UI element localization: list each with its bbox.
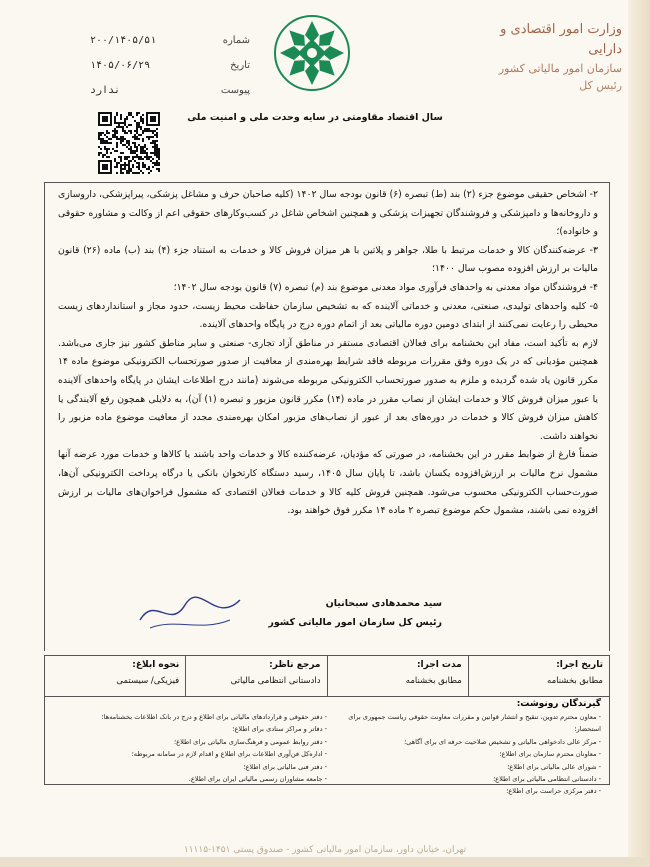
organization-emblem-icon [272, 13, 352, 93]
letterhead-organization: سازمان امور مالیاتی کشور [498, 62, 622, 75]
body-paragraph: ۲- اشخاص حقیقی موضوع جزء (۲) بند (ط) تبصره (۶) قانون بودجه سال ۱۴۰۲ (کلیه صاحبان حرف و مشاغل پزشکی، پیراپزشکی، داروسازی و داروخانه‌ها و دامپزشکی و فروشندگان تجهیزات پزشکی و همچنین اشخاص شاغل در کسب‌وکارهای حقوقی اعم از وکالت و مشاوره حقوقی و خانواده)؛ [58, 189, 599, 238]
qr-code-icon [98, 112, 160, 174]
info-value: مطابق بخشنامه [547, 676, 603, 686]
letterhead [472, 20, 622, 94]
footer-address: تهران، خیابان داور، سازمان امور مالیاتی کشور - صندوق پستی ۱۴۵۱-۱۱۱۱۵ [183, 845, 467, 855]
info-cell-supervisor [185, 656, 326, 696]
signatory-title: رئیس کل سازمان امور مالیاتی کشور [268, 617, 442, 628]
signature-block [142, 598, 442, 628]
slogan: سال اقتصاد مقاومتی در سایه وحدت ملی و امنیت ملی [187, 112, 443, 123]
letterhead-ministry: وزارت امور اقتصادی و دارایی [500, 22, 622, 57]
recipient-item: - دفاتر و مراکز ستادی برای اطلاع؛ [232, 725, 327, 734]
info-label: مرجع ناظر: [269, 660, 321, 670]
body-paragraph: لازم به تأکید است، مفاد این بخشنامه برای فعالان اقتصادی مستقر در مناطق آزاد تجاری- صنعتی و سایر مناطق کشور نیز جاری می‌باشد. همچنین مؤدیانی که در یک دوره وفق مقررات مربوطه فاقد شرایط بهره‌مندی از معافیت از صدور صورتحساب الکترونیکی موضوع ماده ۱۴ مکرر قانون یاد شده گردیده و ملزم به صدور صورتحساب الکترونیکی مربوطه می‌شوند (مانند درج اطلاعات ایشان در پایگاه واحدهای آلاینده یا عبور میزان فروش کالا و خدمات ایشان از نصاب مقرر در ماده (۱۴) مکرر قانون مزبور و تبصره (۱) آن)، به دلایلی همچون رفع آلایندگی یا کاهش میزان فروش کالا و خدمات در دوره‌های بعد از عبور از نصاب‌های مزبور امکان بهره‌مندی مجدد از معافیت موضوع ماده مزبور را نخواهند داشت. [58, 337, 599, 442]
meta-attachment-label: پیوست [220, 85, 250, 96]
meta-number-row [90, 28, 250, 53]
info-label: نحوه ابلاغ: [132, 660, 180, 670]
recipient-item: - دفتر فنی مالیاتی برای اطلاع؛ [243, 762, 327, 771]
letter-meta [90, 28, 250, 103]
execution-info-row [45, 656, 609, 697]
recipient-item: - اداره‌کل فن‌آوری اطلاعات برای اطلاع و اقدام لازم در سامانه مربوطه؛ [131, 750, 327, 759]
info-value: مطابق بخشنامه [405, 676, 462, 686]
meta-attachment-value: ندارد [90, 85, 121, 96]
recipient-item: - دادستانی انتظامی مالیاتی برای اطلاع؛ [493, 775, 601, 784]
meta-number-label: شماره [222, 35, 250, 46]
info-cell-delivery [45, 656, 185, 696]
body-paragraph: ۳- عرضه‌کنندگان کالا و خدمات مرتبط با طلا، جواهر و پلاتین با هر میزان فروش کالا و خدمات به استناد جزء (۴) بند (ب) ماده (۲۶) قانون مالیات بر ارزش افزوده مصوب سال ۱۴۰۰؛ [58, 244, 598, 275]
info-cell-execution-date [468, 656, 609, 696]
page-edge-right [628, 0, 650, 867]
recipient-item: - شورای عالی مالیاتی برای اطلاع؛ [507, 762, 601, 771]
signatory-name: سید محمدهادی سبحانیان [325, 598, 442, 609]
meta-number-value: ۲۰۰/۱۴۰۵/۵۱ [90, 35, 157, 46]
info-cell-duration [327, 656, 468, 696]
meta-date-value: ۱۴۰۵/۰۶/۲۹ [90, 60, 151, 71]
recipient-item: - مرکز عالی دادخواهی مالیاتی و تشخیص صلاحیت حرفه ای برای آگاهی؛ [404, 737, 601, 746]
info-value: دادستانی انتظامی مالیاتی [230, 676, 321, 686]
recipients-title: گیرندگان رونوشت: [516, 699, 601, 709]
body-paragraph: ضمناً فارغ از ضوابط مقرر در این بخشنامه، در صورتی که مؤدیان، عرضه‌کننده کالا و خدمات واحد باشند یا کالاها و خدمات مورد عرضه آنها مشمول نرخ مالیات بر ارزش‌افزوده یکسان باشد، تا پایان سال ۱۴۰۵، رسید دستگاه کارتخوان بانکی یا درگاه پرداخت الکترونیکی آن‌ها، صورت‌حساب الکترونیکی محسوب می‌شود. همچنین فروش کلیه کالا و خدمات فعالان اقتصادی که مشمول فراخوان‌های مالیات بر ارزش افزوده نمی باشند، مشمول حکم موضوع تبصره ۲ ماده ۱۴ مکرر فوق خواهند بود. [58, 449, 599, 517]
info-label: مدت اجرا: [416, 660, 462, 670]
recipient-item: - معاونان محترم سازمان برای اطلاع؛ [499, 750, 601, 759]
letter-body [58, 186, 598, 521]
recipient-item: - دفتر روابط عمومی و فرهنگ‌سازی مالیاتی برای اطلاع؛ [174, 737, 327, 746]
body-paragraph: ۵- کلیه واحدهای تولیدی، صنعتی، معدنی و خدماتی آلاینده که به تشخیص سازمان حفاظت محیط زیست، حدود مجاز و استانداردهای زیست محیطی را رعایت نمی‌کنند از ابتدای دومین دوره مالیاتی بعد از اتمام دوره درج در پایگاه واحدهای آلاینده. [58, 300, 598, 331]
recipient-item: - معاون محترم تدوین، تنقیح و انتشار قوانین و مقررات معاونت حقوقی ریاست جمهوری برای استحضار؛ [348, 713, 601, 734]
letterhead-office: رئیس کل [579, 79, 622, 92]
recipient-item: - دفتر حقوقی و قراردادهای مالیاتی برای اطلاع و درج در بانک اطلاعات بخشنامه‌ها؛ [101, 713, 327, 721]
meta-date-label: تاریخ [230, 60, 250, 71]
page-edge-bottom [0, 857, 650, 867]
recipient-item: - دفتر مرکزی حراست برای اطلاع؛ [506, 787, 601, 796]
info-label: تاریخ اجرا: [556, 660, 603, 670]
execution-info-table [44, 655, 610, 796]
meta-date-row [90, 53, 250, 78]
recipients-list [45, 711, 609, 798]
recipients-left-column [53, 711, 327, 798]
info-value: فیزیکی/ سیستمی [116, 676, 180, 686]
recipient-item: - جامعه مشاوران رسمی مالیاتی ایران برای اطلاع. [188, 775, 327, 784]
body-paragraph: ۴- فروشندگان مواد معدنی به واحدهای فرآوری مواد معدنی موضوع بند (م) تبصره (۷) قانون بودجه سال ۱۴۰۲؛ [173, 281, 598, 293]
meta-attachment-row [90, 78, 250, 103]
recipients-right-column [327, 711, 601, 798]
